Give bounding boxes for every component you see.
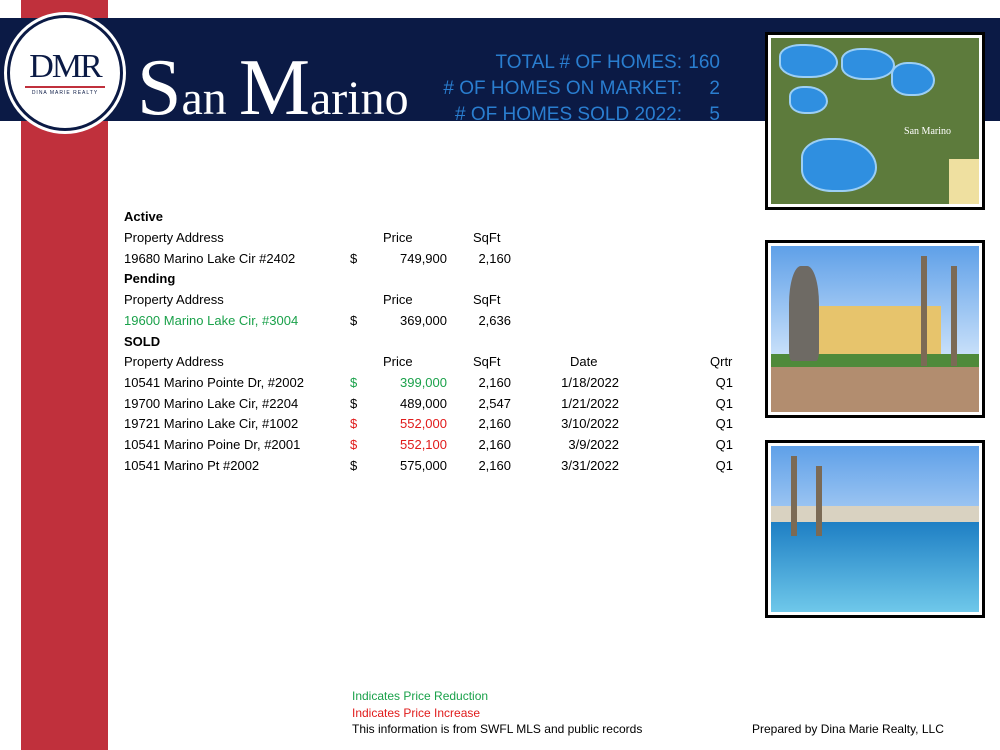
fountain-building-photo xyxy=(765,240,985,418)
pool-photo xyxy=(765,440,985,618)
company-logo xyxy=(4,12,126,134)
logo-divider xyxy=(25,86,105,88)
source-note: This information is from SWFL MLS and public records xyxy=(352,722,643,736)
sold-row: 10541 Marino Poine Dr, #2001 $ 552,100 2,160 3/9/2022 Q1 xyxy=(124,437,733,452)
legend-price-increase: Indicates Price Increase xyxy=(352,706,481,720)
legend-price-reduction: Indicates Price Reduction xyxy=(352,689,489,703)
stat-total-homes: TOTAL # OF HOMES: 160 xyxy=(495,52,720,73)
sold-row: 10541 Marino Pointe Dr, #2002 $ 399,000 2,160 1/18/2022 Q1 xyxy=(124,375,733,390)
pending-listing-row: 19600 Marino Lake Cir, #3004 $ 369,000 2,636 xyxy=(124,313,511,328)
active-listing-row: 19680 Marino Lake Cir #2402 $ 749,900 2,160 xyxy=(124,251,511,266)
stat-homes-sold: # OF HOMES SOLD 2022: 5 xyxy=(454,104,720,125)
stat-homes-on-market: # OF HOMES ON MARKET: 2 xyxy=(443,78,720,99)
community-map-photo xyxy=(765,32,985,210)
logo-subtext: DINA MARIE REALTY xyxy=(31,90,99,96)
sold-section-title: SOLD xyxy=(124,334,161,349)
pending-header-row: Property Address Price SqFt xyxy=(124,292,501,307)
logo-mark: DMR xyxy=(29,48,101,85)
sold-row: 19721 Marino Lake Cir, #1002 $ 552,000 2,160 3/10/2022 Q1 xyxy=(124,416,733,431)
map-label: San Marino xyxy=(904,126,951,137)
active-header-row: Property Address Price SqFt xyxy=(124,230,501,245)
page-title: San Marino xyxy=(137,44,409,132)
active-section-title: Active xyxy=(124,209,164,224)
pending-section-title: Pending xyxy=(124,271,176,286)
sold-header-row: Property Address Price SqFt Date Qrtr xyxy=(124,354,733,369)
prepared-by-note: Prepared by Dina Marie Realty, LLC xyxy=(752,722,944,736)
sold-row: 10541 Marino Pt #2002 $ 575,000 2,160 3/31/2022 Q1 xyxy=(124,458,733,473)
community-stats xyxy=(443,50,720,128)
sold-row: 19700 Marino Lake Cir, #2204 $ 489,000 2,547 1/21/2022 Q1 xyxy=(124,396,733,411)
